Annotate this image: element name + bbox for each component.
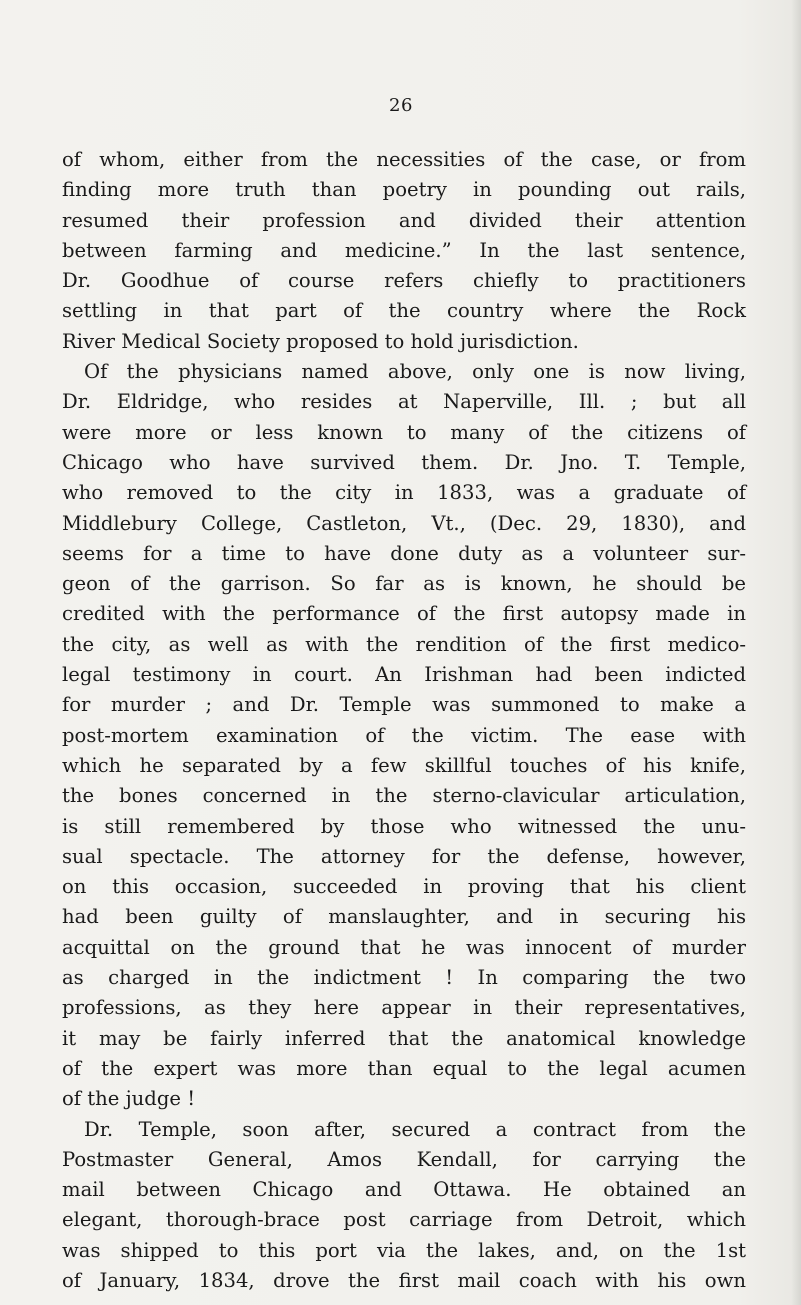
- text-line: Middlebury College, Castleton, Vt., (Dec. 29, 1830), and: [62, 511, 746, 535]
- text-line: River Medical Society proposed to hold jurisdiction.: [62, 329, 579, 353]
- text-line: resumed their profession and divided their attention: [62, 208, 746, 232]
- text-line: of January, 1834, drove the first mail coach with his own: [62, 1268, 746, 1292]
- text-line: elegant, thorough-brace post carriage from Detroit, which: [62, 1208, 746, 1232]
- text-line: as charged in the indictment ! In comparing the two: [62, 966, 746, 990]
- text-line: between farming and medicine.” In the last sentence,: [62, 238, 746, 262]
- text-line: credited with the performance of the first autopsy made in: [62, 602, 746, 626]
- text-line: settling in that part of the country where the Rock: [62, 299, 746, 323]
- text-line: Chicago who have survived them. Dr. Jno. T. Temple,: [62, 450, 746, 474]
- text-line: the bones concerned in the sterno-clavicular articulation,: [62, 784, 746, 808]
- text-line: of the judge !: [62, 1087, 196, 1111]
- text-line: sual spectacle. The attorney for the defense, however,: [62, 844, 746, 868]
- text-line: was shipped to this port via the lakes, and, on the 1st: [62, 1238, 746, 1262]
- text-line: Dr. Temple, soon after, secured a contract from the: [84, 1117, 746, 1141]
- text-line: geon of the garrison. So far as is known, he should be: [62, 572, 746, 596]
- text-line: is still remembered by those who witnessed the unu-: [62, 814, 746, 838]
- text-line: for murder ; and Dr. Temple was summoned to make a: [62, 693, 746, 717]
- text-line: finding more truth than poetry in pounding out rails,: [62, 178, 746, 202]
- text-line: legal testimony in court. An Irishman had been indicted: [62, 663, 746, 687]
- text-line: which he separated by a few skillful touches of his knife,: [62, 753, 746, 777]
- text-line: had been guilty of manslaughter, and in securing his: [62, 905, 746, 929]
- text-line: the city, as well as with the rendition of the first medico-: [62, 632, 746, 656]
- page-edge-shadow: [791, 0, 801, 1305]
- text-line: it may be fairly inferred that the anatomical knowledge: [62, 1026, 746, 1050]
- text-line: on this occasion, succeeded in proving that his client: [62, 875, 746, 899]
- text-line: Dr. Eldridge, who resides at Naperville, Ill. ; but all: [62, 390, 746, 414]
- text-line: Of the physicians named above, only one is now living,: [84, 360, 746, 384]
- text-line: Dr. Goodhue of course refers chiefly to practitioners: [62, 269, 746, 293]
- body-text: [62, 145, 746, 1296]
- page-number: 26: [389, 95, 413, 116]
- text-line: who removed to the city in 1833, was a graduate of: [62, 481, 746, 505]
- text-line: professions, as they here appear in their representatives,: [62, 996, 746, 1020]
- text-line: post-mortem examination of the victim. The ease with: [62, 723, 746, 747]
- text-line: of the expert was more than equal to the legal acumen: [62, 1056, 746, 1080]
- text-line: acquittal on the ground that he was innocent of murder: [62, 935, 746, 959]
- text-line: seems for a time to have done duty as a volunteer sur-: [62, 541, 746, 565]
- text-line: of whom, either from the necessities of the case, or from: [62, 148, 746, 171]
- text-line: Postmaster General, Amos Kendall, for carrying the: [62, 1147, 746, 1171]
- text-line: mail between Chicago and Ottawa. He obtained an: [62, 1178, 746, 1202]
- text-line: were more or less known to many of the citizens of: [62, 420, 746, 444]
